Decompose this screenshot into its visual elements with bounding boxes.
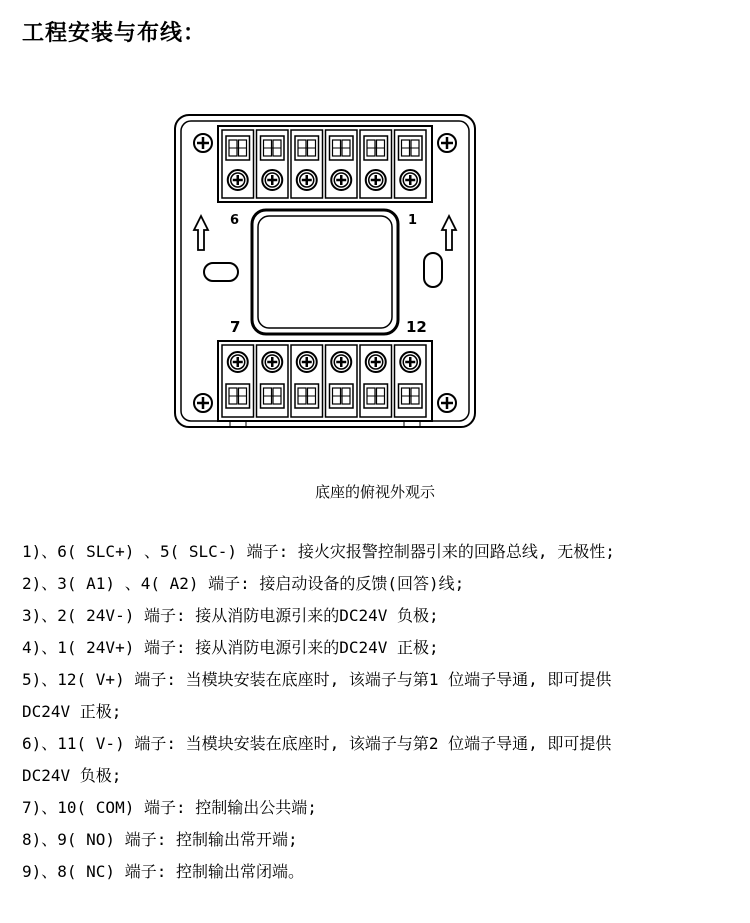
bottom-terminal-cell — [257, 345, 289, 417]
top-terminal-cell — [257, 130, 289, 198]
bottom-terminal-cell — [222, 345, 254, 417]
wire-clamp — [261, 136, 285, 160]
top-terminal-cell — [222, 130, 254, 198]
terminal-screw-icon — [297, 352, 317, 372]
terminal-label-7: 7 — [230, 318, 241, 336]
list-item: 3)、2( 24V-) 端子: 接从消防电源引来的DC24V 负极; — [22, 606, 439, 625]
mounting-slot-horizontal — [204, 263, 238, 281]
wire-clamp — [330, 384, 354, 408]
list-item: 5)、12( V+) 端子: 当模块安装在底座时, 该端子与第1 位端子导通, 即可提供 — [22, 670, 612, 689]
wire-clamp — [330, 136, 354, 160]
corner-screw-icon — [438, 134, 456, 152]
terminal-screw-icon — [228, 170, 248, 190]
terminal-screw-icon — [400, 352, 420, 372]
bottom-terminal-cell — [291, 345, 323, 417]
base-top-view-diagram — [170, 110, 480, 436]
list-item: 1)、6( SLC+) 、5( SLC-) 端子: 接火灾报警控制器引来的回路总线, 无极性; — [22, 542, 615, 561]
wire-clamp — [295, 136, 319, 160]
terminal-screw-icon — [331, 170, 351, 190]
list-item: 4)、1( 24V+) 端子: 接从消防电源引来的DC24V 正极; — [22, 638, 439, 657]
corner-screw-icon — [194, 394, 212, 412]
center-module-opening — [252, 210, 398, 334]
mounting-slot-vertical — [424, 253, 442, 287]
list-item: 9)、8( NC) 端子: 控制输出常闭端。 — [22, 862, 304, 881]
wire-clamp — [364, 136, 388, 160]
wire-clamp — [399, 384, 423, 408]
corner-screw-icon — [194, 134, 212, 152]
wire-clamp — [399, 136, 423, 160]
wire-clamp — [295, 384, 319, 408]
page-title: 工程安装与布线： — [22, 21, 207, 46]
terminal-screw-icon — [262, 352, 282, 372]
list-item: 8)、9( NO) 端子: 控制输出常开端; — [22, 830, 298, 849]
list-item: 2)、3( A1) 、4( A2) 端子: 接启动设备的反馈(回答)线; — [22, 574, 465, 593]
terminal-label-6: 6 — [230, 213, 240, 228]
terminal-screw-icon — [228, 352, 248, 372]
wire-clamp — [261, 384, 285, 408]
top-terminal-cell — [395, 130, 427, 198]
top-terminal-cell — [360, 130, 392, 198]
wire-clamp — [226, 136, 250, 160]
figure-caption: 底座的俯视外观示 — [314, 483, 435, 501]
corner-screw-icon — [438, 394, 456, 412]
list-item: 7)、10( COM) 端子: 控制输出公共端; — [22, 798, 317, 817]
terminal-label-12: 12 — [406, 318, 427, 336]
top-terminal-cell — [326, 130, 358, 198]
bottom-terminal-cell — [326, 345, 358, 417]
wire-clamp — [364, 384, 388, 408]
bottom-terminal-cell — [360, 345, 392, 417]
terminal-screw-icon — [366, 170, 386, 190]
list-item: 6)、11( V-) 端子: 当模块安装在底座时, 该端子与第2 位端子导通, 即可提供 — [22, 734, 612, 753]
list-item: DC24V 负极; — [22, 766, 122, 785]
terminal-label-1: 1 — [408, 213, 418, 228]
bottom-terminal-cell — [395, 345, 427, 417]
wire-clamp — [226, 384, 250, 408]
terminal-description-list — [22, 536, 742, 888]
terminal-screw-icon — [297, 170, 317, 190]
terminal-screw-icon — [262, 170, 282, 190]
terminal-screw-icon — [366, 352, 386, 372]
top-terminal-cell — [291, 130, 323, 198]
list-item: DC24V 正极; — [22, 702, 122, 721]
terminal-screw-icon — [400, 170, 420, 190]
terminal-screw-icon — [331, 352, 351, 372]
